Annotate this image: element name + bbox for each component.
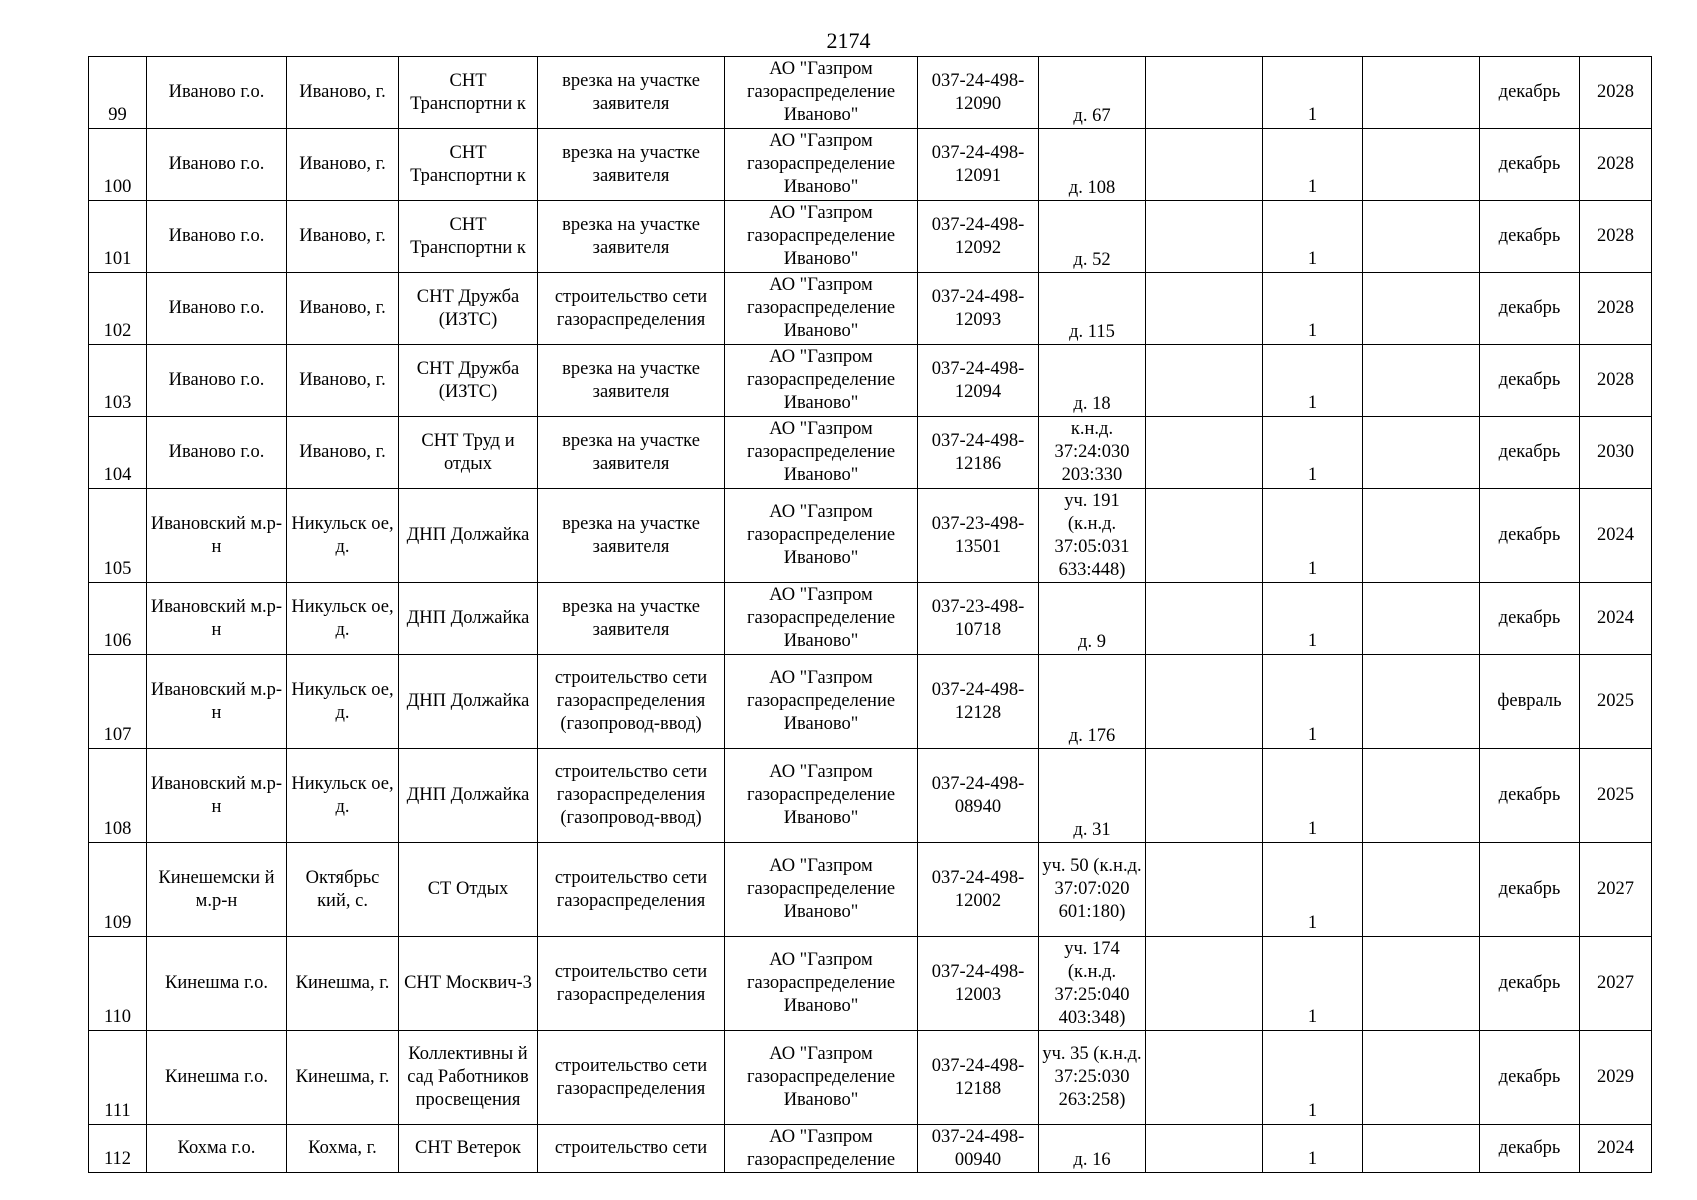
cell-address: д. 52 <box>1039 201 1146 273</box>
cell-month: декабрь <box>1480 937 1580 1031</box>
cell-locality: Кохма, г. <box>287 1125 399 1173</box>
cell-object: Коллективны й сад Работников просвещения <box>399 1031 538 1125</box>
cell-application-number: 037-24-498-12128 <box>918 655 1039 749</box>
cell-locality: Октябрьс кий, с. <box>287 843 399 937</box>
cell-application-number: 037-24-498-12186 <box>918 417 1039 489</box>
cell-locality: Кинешма, г. <box>287 937 399 1031</box>
cell-month: декабрь <box>1480 489 1580 583</box>
cell-organization: АО "Газпром газораспределение Иваново" <box>725 583 918 655</box>
cell-district: Иваново г.о. <box>147 201 287 273</box>
cell-year: 2027 <box>1580 843 1652 937</box>
table-row <box>89 201 1652 273</box>
cell-application-number: 037-24-498-12092 <box>918 201 1039 273</box>
table-row <box>89 417 1652 489</box>
cell-object: СНТ Дружба (ИЗТС) <box>399 273 538 345</box>
cell-empty-9 <box>1146 201 1263 273</box>
table-row <box>89 129 1652 201</box>
table-row <box>89 345 1652 417</box>
table-row <box>89 57 1652 129</box>
cell-month: декабрь <box>1480 345 1580 417</box>
cell-address: д. 176 <box>1039 655 1146 749</box>
cell-organization: АО "Газпром газораспределение Иваново" <box>725 655 918 749</box>
cell-district: Ивановский м.р-н <box>147 655 287 749</box>
cell-locality: Иваново, г. <box>287 417 399 489</box>
cell-empty-9 <box>1146 655 1263 749</box>
cell-number: 102 <box>89 273 147 345</box>
cell-work-type: врезка на участке заявителя <box>538 345 725 417</box>
cell-month: февраль <box>1480 655 1580 749</box>
cell-empty-9 <box>1146 273 1263 345</box>
cell-count: 1 <box>1263 1031 1363 1125</box>
cell-district: Кинешма г.о. <box>147 937 287 1031</box>
cell-number: 106 <box>89 583 147 655</box>
cell-locality: Никульск ое, д. <box>287 749 399 843</box>
cell-empty-11 <box>1363 655 1480 749</box>
cell-district: Иваново г.о. <box>147 273 287 345</box>
cell-number: 101 <box>89 201 147 273</box>
cell-object: СНТ Москвич-3 <box>399 937 538 1031</box>
cell-empty-11 <box>1363 583 1480 655</box>
page-number: 2174 <box>826 28 871 53</box>
cell-work-type: врезка на участке заявителя <box>538 201 725 273</box>
cell-work-type: строительство сети газораспределения <box>538 843 725 937</box>
cell-district: Кохма г.о. <box>147 1125 287 1173</box>
cell-work-type: врезка на участке заявителя <box>538 57 725 129</box>
cell-count: 1 <box>1263 1125 1363 1173</box>
cell-object: СНТ Транспортни к <box>399 201 538 273</box>
cell-year: 2025 <box>1580 655 1652 749</box>
cell-organization: АО "Газпром газораспределение Иваново" <box>725 937 918 1031</box>
cell-year: 2030 <box>1580 417 1652 489</box>
cell-organization: АО "Газпром газораспределение Иваново" <box>725 843 918 937</box>
cell-empty-11 <box>1363 345 1480 417</box>
cell-application-number: 037-24-498-12188 <box>918 1031 1039 1125</box>
cell-district: Кинешемски й м.р-н <box>147 843 287 937</box>
cell-locality: Иваново, г. <box>287 273 399 345</box>
cell-district: Кинешма г.о. <box>147 1031 287 1125</box>
cell-work-type: строительство сети газораспределения (газопровод-ввод) <box>538 749 725 843</box>
cell-year: 2025 <box>1580 749 1652 843</box>
cell-empty-9 <box>1146 1125 1263 1173</box>
cell-number: 108 <box>89 749 147 843</box>
cell-work-type: строительство сети газораспределения (газопровод-ввод) <box>538 655 725 749</box>
cell-month: декабрь <box>1480 749 1580 843</box>
table-row <box>89 937 1652 1031</box>
cell-object: ДНП Должайка <box>399 749 538 843</box>
cell-locality: Иваново, г. <box>287 201 399 273</box>
cell-address: д. 16 <box>1039 1125 1146 1173</box>
cell-empty-11 <box>1363 201 1480 273</box>
cell-number: 105 <box>89 489 147 583</box>
cell-organization: АО "Газпром газораспределение Иваново" <box>725 417 918 489</box>
cell-month: декабрь <box>1480 129 1580 201</box>
cell-application-number: 037-23-498-10718 <box>918 583 1039 655</box>
cell-locality: Никульск ое, д. <box>287 655 399 749</box>
cell-number: 103 <box>89 345 147 417</box>
cell-organization: АО "Газпром газораспределение Иваново" <box>725 129 918 201</box>
cell-month: декабрь <box>1480 273 1580 345</box>
cell-empty-9 <box>1146 1031 1263 1125</box>
cell-year: 2029 <box>1580 1031 1652 1125</box>
cell-address: уч. 191 (к.н.д. 37:05:031 633:448) <box>1039 489 1146 583</box>
cell-year: 2028 <box>1580 345 1652 417</box>
cell-empty-11 <box>1363 129 1480 201</box>
cell-count: 1 <box>1263 129 1363 201</box>
cell-object: ДНП Должайка <box>399 655 538 749</box>
cell-month: декабрь <box>1480 201 1580 273</box>
cell-count: 1 <box>1263 655 1363 749</box>
cell-object: СНТ Транспортни к <box>399 129 538 201</box>
cell-empty-9 <box>1146 583 1263 655</box>
cell-application-number: 037-23-498-13501 <box>918 489 1039 583</box>
cell-year: 2027 <box>1580 937 1652 1031</box>
cell-empty-11 <box>1363 937 1480 1031</box>
cell-work-type: строительство сети <box>538 1125 725 1173</box>
cell-count: 1 <box>1263 937 1363 1031</box>
cell-empty-11 <box>1363 489 1480 583</box>
cell-district: Ивановский м.р-н <box>147 489 287 583</box>
cell-organization: АО "Газпром газораспределение Иваново" <box>725 273 918 345</box>
cell-application-number: 037-24-498-12094 <box>918 345 1039 417</box>
schedule-table <box>88 56 1652 1173</box>
cell-application-number: 037-24-498-08940 <box>918 749 1039 843</box>
cell-month: декабрь <box>1480 417 1580 489</box>
cell-count: 1 <box>1263 417 1363 489</box>
cell-number: 112 <box>89 1125 147 1173</box>
cell-application-number: 037-24-498-12002 <box>918 843 1039 937</box>
cell-year: 2028 <box>1580 273 1652 345</box>
cell-organization: АО "Газпром газораспределение Иваново" <box>725 345 918 417</box>
cell-locality: Иваново, г. <box>287 345 399 417</box>
table-row <box>89 749 1652 843</box>
table-row <box>89 583 1652 655</box>
cell-address: д. 31 <box>1039 749 1146 843</box>
cell-object: ДНП Должайка <box>399 489 538 583</box>
cell-empty-9 <box>1146 57 1263 129</box>
cell-number: 104 <box>89 417 147 489</box>
cell-organization: АО "Газпром газораспределение <box>725 1125 918 1173</box>
table-row <box>89 843 1652 937</box>
cell-empty-9 <box>1146 345 1263 417</box>
cell-year: 2028 <box>1580 201 1652 273</box>
cell-empty-11 <box>1363 273 1480 345</box>
cell-object: СНТ Транспортни к <box>399 57 538 129</box>
table-row <box>89 1125 1652 1173</box>
cell-object: ДНП Должайка <box>399 583 538 655</box>
cell-count: 1 <box>1263 57 1363 129</box>
cell-empty-11 <box>1363 749 1480 843</box>
cell-organization: АО "Газпром газораспределение Иваново" <box>725 1031 918 1125</box>
cell-empty-9 <box>1146 489 1263 583</box>
cell-number: 99 <box>89 57 147 129</box>
cell-month: декабрь <box>1480 1031 1580 1125</box>
cell-count: 1 <box>1263 345 1363 417</box>
cell-object: СТ Отдых <box>399 843 538 937</box>
cell-number: 110 <box>89 937 147 1031</box>
cell-work-type: строительство сети газораспределения <box>538 937 725 1031</box>
cell-application-number: 037-24-498-12091 <box>918 129 1039 201</box>
cell-organization: АО "Газпром газораспределение Иваново" <box>725 201 918 273</box>
cell-empty-9 <box>1146 843 1263 937</box>
cell-empty-11 <box>1363 1031 1480 1125</box>
table-row <box>89 489 1652 583</box>
cell-district: Ивановский м.р-н <box>147 749 287 843</box>
cell-work-type: врезка на участке заявителя <box>538 489 725 583</box>
cell-work-type: врезка на участке заявителя <box>538 583 725 655</box>
cell-month: декабрь <box>1480 843 1580 937</box>
cell-work-type: врезка на участке заявителя <box>538 129 725 201</box>
cell-empty-11 <box>1363 417 1480 489</box>
cell-application-number: 037-24-498-12003 <box>918 937 1039 1031</box>
table-row <box>89 655 1652 749</box>
cell-month: декабрь <box>1480 57 1580 129</box>
cell-locality: Никульск ое, д. <box>287 489 399 583</box>
cell-organization: АО "Газпром газораспределение Иваново" <box>725 489 918 583</box>
cell-year: 2024 <box>1580 489 1652 583</box>
cell-count: 1 <box>1263 489 1363 583</box>
cell-address: д. 115 <box>1039 273 1146 345</box>
cell-empty-9 <box>1146 417 1263 489</box>
cell-object: СНТ Труд и отдых <box>399 417 538 489</box>
cell-work-type: строительство сети газораспределения <box>538 273 725 345</box>
cell-address: уч. 35 (к.н.д. 37:25:030 263:258) <box>1039 1031 1146 1125</box>
cell-empty-9 <box>1146 129 1263 201</box>
cell-count: 1 <box>1263 273 1363 345</box>
cell-count: 1 <box>1263 843 1363 937</box>
cell-object: СНТ Дружба (ИЗТС) <box>399 345 538 417</box>
cell-work-type: врезка на участке заявителя <box>538 417 725 489</box>
cell-locality: Иваново, г. <box>287 129 399 201</box>
cell-empty-9 <box>1146 749 1263 843</box>
cell-district: Ивановский м.р-н <box>147 583 287 655</box>
table-body <box>89 57 1652 1173</box>
cell-organization: АО "Газпром газораспределение Иваново" <box>725 749 918 843</box>
cell-year: 2024 <box>1580 1125 1652 1173</box>
cell-locality: Кинешма, г. <box>287 1031 399 1125</box>
cell-district: Иваново г.о. <box>147 417 287 489</box>
cell-number: 107 <box>89 655 147 749</box>
cell-address: д. 18 <box>1039 345 1146 417</box>
cell-month: декабрь <box>1480 583 1580 655</box>
table-row <box>89 1031 1652 1125</box>
cell-address: уч. 50 (к.н.д. 37:07:020 601:180) <box>1039 843 1146 937</box>
cell-application-number: 037-24-498-12093 <box>918 273 1039 345</box>
cell-count: 1 <box>1263 201 1363 273</box>
cell-empty-11 <box>1363 843 1480 937</box>
cell-empty-9 <box>1146 937 1263 1031</box>
cell-count: 1 <box>1263 749 1363 843</box>
cell-object: СНТ Ветерок <box>399 1125 538 1173</box>
cell-number: 100 <box>89 129 147 201</box>
cell-district: Иваново г.о. <box>147 57 287 129</box>
cell-address: д. 67 <box>1039 57 1146 129</box>
cell-address: д. 108 <box>1039 129 1146 201</box>
cell-locality: Иваново, г. <box>287 57 399 129</box>
cell-district: Иваново г.о. <box>147 345 287 417</box>
cell-address: уч. 174 (к.н.д. 37:25:040 403:348) <box>1039 937 1146 1031</box>
cell-empty-11 <box>1363 57 1480 129</box>
cell-number: 109 <box>89 843 147 937</box>
cell-year: 2028 <box>1580 57 1652 129</box>
cell-year: 2028 <box>1580 129 1652 201</box>
cell-locality: Никульск ое, д. <box>287 583 399 655</box>
cell-application-number: 037-24-498-00940 <box>918 1125 1039 1173</box>
cell-address: к.н.д. 37:24:030 203:330 <box>1039 417 1146 489</box>
cell-year: 2024 <box>1580 583 1652 655</box>
cell-count: 1 <box>1263 583 1363 655</box>
table-row <box>89 273 1652 345</box>
cell-application-number: 037-24-498-12090 <box>918 57 1039 129</box>
cell-address: д. 9 <box>1039 583 1146 655</box>
cell-empty-11 <box>1363 1125 1480 1173</box>
cell-work-type: строительство сети газораспределения <box>538 1031 725 1125</box>
cell-organization: АО "Газпром газораспределение Иваново" <box>725 57 918 129</box>
cell-district: Иваново г.о. <box>147 129 287 201</box>
cell-number: 111 <box>89 1031 147 1125</box>
cell-month: декабрь <box>1480 1125 1580 1173</box>
